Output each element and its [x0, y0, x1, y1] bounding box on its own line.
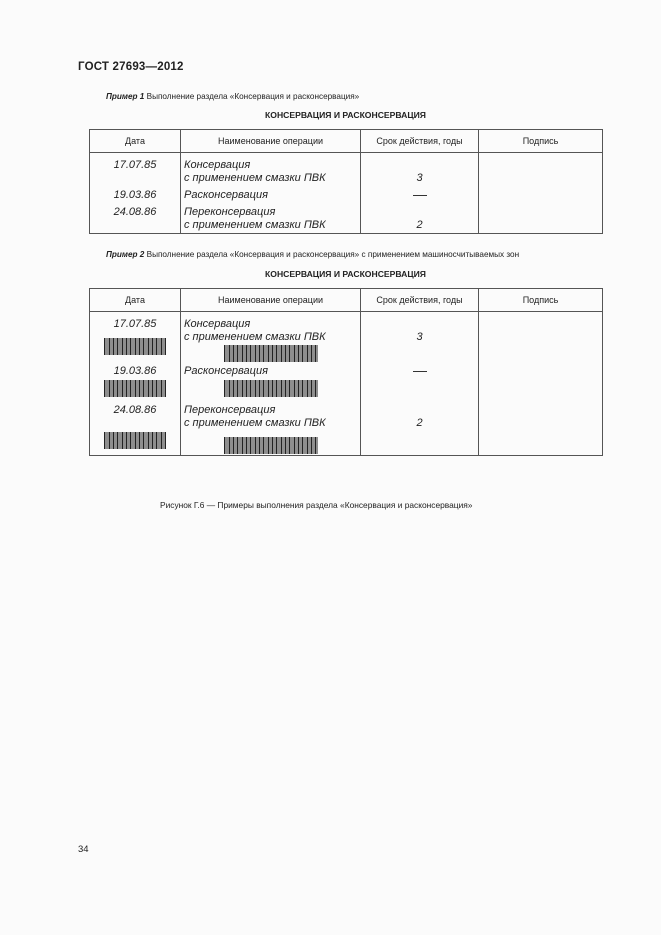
operation-detail: с применением смазки ПВК — [184, 219, 326, 231]
term-value: 3 — [416, 172, 423, 184]
signature-cell — [479, 312, 603, 456]
barcode-date-1 — [104, 338, 166, 355]
barcode-date-2 — [104, 380, 166, 397]
example-2-caption — [106, 250, 519, 259]
table-1 — [89, 129, 603, 234]
date-value: 24.08.86 — [113, 206, 157, 218]
example-2-label: Пример 2 — [106, 250, 145, 259]
standard-header: ГОСТ 27693—2012 — [78, 61, 184, 73]
col-operation-header: Наименование операции — [181, 289, 361, 312]
date-value: 17.07.85 — [113, 159, 157, 171]
col-operation-header: Наименование операции — [181, 130, 361, 153]
operation-name: Расконсервация — [184, 365, 268, 377]
col-term-header: Срок действия, годы — [361, 130, 479, 153]
term-cell — [361, 153, 479, 234]
term-cell — [361, 312, 479, 456]
table-1-title: КОНСЕРВАЦИЯ И РАСКОНСЕРВАЦИЯ — [265, 110, 426, 120]
example-2-text: Выполнение раздела «Консервация и расконсервация» с применением машиносчитываемых зон — [144, 250, 520, 259]
date-cell — [90, 312, 181, 456]
barcode-operation-3 — [224, 437, 318, 454]
operation-detail: с применением смазки ПВК — [184, 331, 326, 343]
barcode-operation-1 — [224, 345, 318, 362]
operation-detail: с применением смазки ПВК — [184, 417, 326, 429]
col-signature-header: Подпись — [479, 130, 603, 153]
col-date-header: Дата — [90, 289, 181, 312]
page-number: 34 — [78, 844, 89, 855]
term-dash — [413, 371, 427, 372]
date-value: 19.03.86 — [113, 189, 157, 201]
table-2 — [89, 288, 603, 456]
signature-cell — [479, 153, 603, 234]
operation-name: Расконсервация — [184, 189, 268, 201]
operation-name: Консервация — [184, 159, 251, 171]
date-value: 19.03.86 — [113, 365, 157, 377]
date-value: 24.08.86 — [113, 404, 157, 416]
barcode-operation-2 — [224, 380, 318, 397]
term-dash — [413, 195, 427, 196]
operation-name: Переконсервация — [184, 404, 276, 416]
operation-cell — [181, 153, 361, 234]
term-value: 2 — [416, 219, 423, 231]
col-signature-header: Подпись — [479, 289, 603, 312]
example-1-text: Выполнение раздела «Консервация и расконсервация» — [144, 92, 360, 101]
date-value: 17.07.85 — [113, 318, 157, 330]
date-cell — [90, 153, 181, 234]
figure-caption: Рисунок Г.6 — Примеры выполнения раздела «Консервация и расконсервация» — [160, 500, 473, 510]
col-date-header: Дата — [90, 130, 181, 153]
term-value: 3 — [416, 331, 423, 343]
operation-name: Консервация — [184, 318, 251, 330]
term-value: 2 — [416, 417, 423, 429]
example-1-caption — [106, 92, 359, 101]
col-term-header: Срок действия, годы — [361, 289, 479, 312]
operation-cell — [181, 312, 361, 456]
operation-detail: с применением смазки ПВК — [184, 172, 326, 184]
table-2-title: КОНСЕРВАЦИЯ И РАСКОНСЕРВАЦИЯ — [265, 269, 426, 279]
example-1-label: Пример 1 — [106, 92, 145, 101]
barcode-date-3 — [104, 432, 166, 449]
operation-name: Переконсервация — [184, 206, 276, 218]
